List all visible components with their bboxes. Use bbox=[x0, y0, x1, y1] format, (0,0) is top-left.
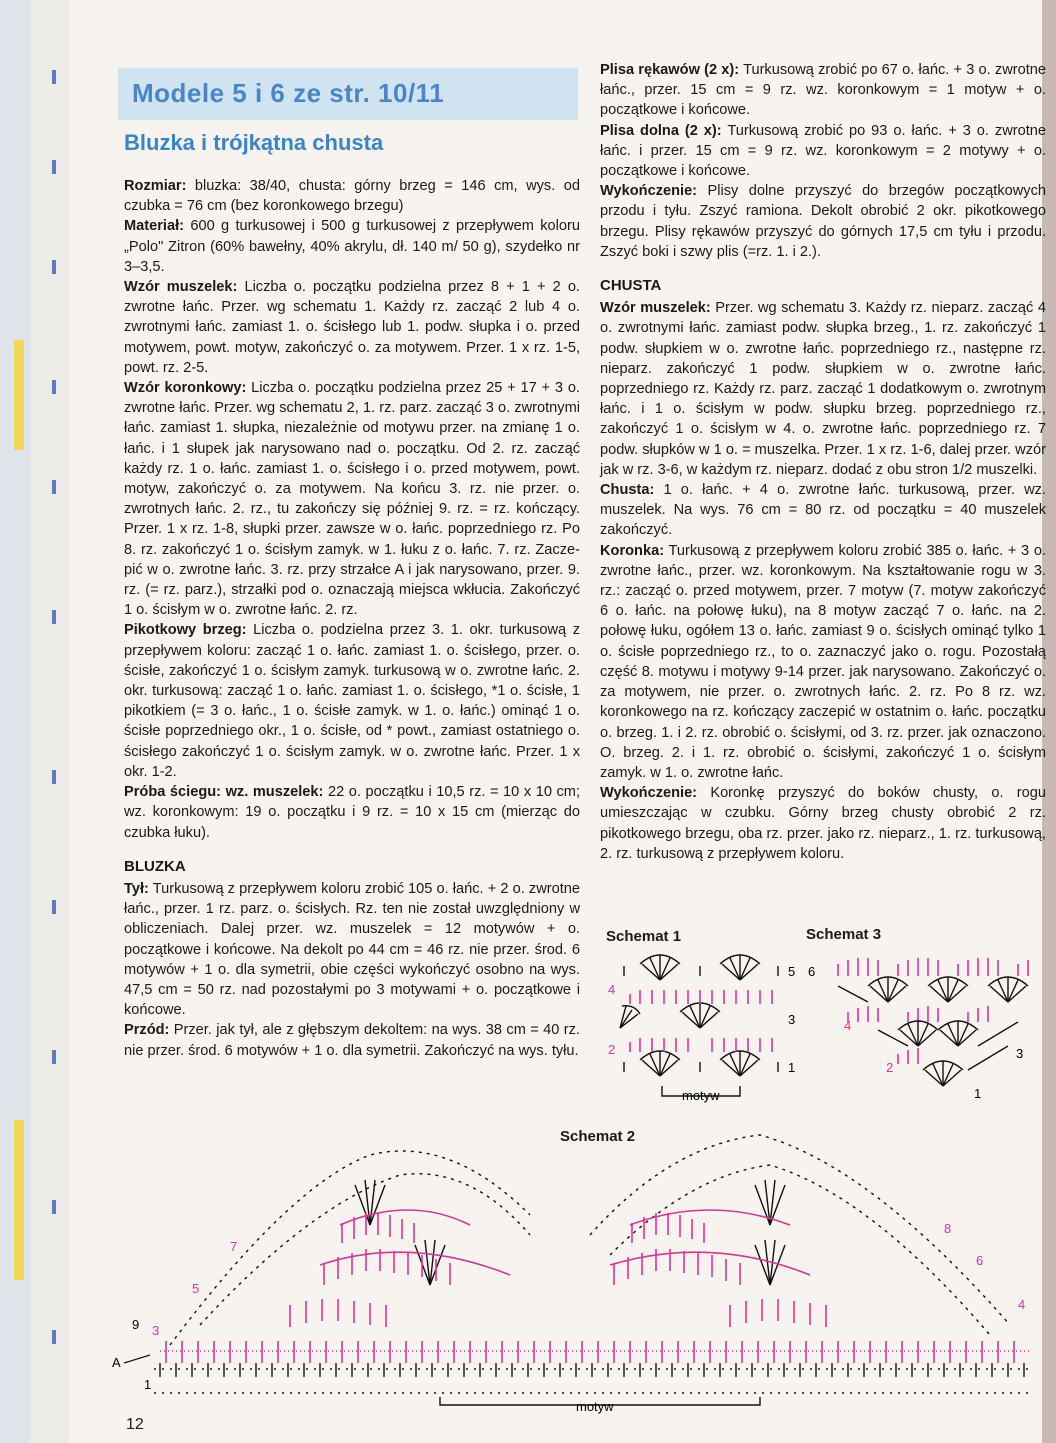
paragraph bbox=[600, 541, 1046, 783]
banner-title: Modele 5 i 6 ze str. 10/11 bbox=[132, 78, 445, 108]
paragraph-label: Przód: bbox=[124, 1022, 170, 1039]
binding-mark bbox=[52, 480, 56, 494]
section-heading-chusta: CHUSTA bbox=[600, 277, 662, 295]
paragraph bbox=[600, 60, 1046, 121]
page-title: Bluzka i trójkątna chusta bbox=[124, 130, 384, 155]
schemat1-row-label: 4 bbox=[608, 982, 616, 997]
schemat1-row-label: 1 bbox=[788, 1060, 796, 1075]
paragraph-label: Wykończenie: bbox=[600, 183, 698, 200]
binding-stripe bbox=[14, 340, 24, 450]
paragraph-text: Przer. jak tył, ale z głębszym dekoltem: na wys. 38 cm = 40 rz. nie przer. środ. 6 motywów + 1 o. dla symetrii. Zakończyć na wys. tyłu. bbox=[124, 1022, 580, 1059]
page-number: 12 bbox=[126, 1416, 144, 1433]
binding-mark bbox=[52, 610, 56, 624]
paragraph-text: Plisy dolne przyszyć do brzegów początkowych przodu i tyłu. Zszyć ramiona. Dekolt obrobić 2 okr. pikotkowego brzegu. Plisy rękawów przyszyć do górnych 17,5 cm tyłu i przodu. Zszyć boki i szwy plis (=rz. 1. i 2.). bbox=[600, 183, 1046, 260]
schemat3-row-label: 3 bbox=[1016, 1046, 1024, 1061]
paragraph-text: Liczba o. podzielna przez 3. 1. okr. turkusową z przepływem koloru: zacząć 1 o. łańc. zamiast 1. o. ścisłego, przer. o. ścisłe, zakończyć 1 o. ścisłym zamyk. turkusową w o. zwrotne łańc. 2. okr. turkusową: zacząć 1 o. łańc. zamiast 1. o. ścisłego, *1 o. ścisłe, 1 pikotkiem (= 3 o. łańc., 1 o. ścisłe zamyk. w 1. o. łańc.) ominąć 1 o. ścisłe poprzedniego okr., 1 o. ścisłe, od * powt., zamiast ostatniego o. ścisłego zakończyć 1 o. ścisłym zamyk. w o. zwrotne łańc. Przer. 1 x okr. 1-2. bbox=[124, 622, 581, 780]
schemat1-diagram bbox=[600, 950, 800, 1110]
paragraph-text: Turkusową z przepływem koloru zrobić 105 o. łańc. + 2 o. zwrotne łańc., przer. 1 rz. parz. o. ścisłych. Rz. ten nie został uwzględniony w obliczeniach. Dalej przer. wz. muszelek = 12 motywów + o. początkowe i końcowe. Na dekolt po 44 cm = 46 rz. nie przer. środ. 6 motywów + 1 o. dla symetrii, obie części wykończyć osobno na wys. 47,5 cm = 50 rz. nad pozostałymi po 3 motywami + o. początkowe i końcowe. bbox=[124, 880, 580, 1019]
fan-motif bbox=[898, 1021, 938, 1046]
paragraph-text: Liczba o. początku podzielna przez 8 + 1 + 2 o. zwrotne łańc. Przer. wg schematu 1. Każdy rz. zacząć 2 lub 4 o. zwrotnymi łańc. zamiast 1. o. ścisłego lub 1. podw. słupka i o. przed motywem, powt. motyw, zakończyć o. za motywem. Przer. 1 x rz. 1-5, powt. rz. 2-5. bbox=[124, 279, 580, 376]
binding-mark bbox=[52, 160, 56, 174]
schemat1-row-label: 5 bbox=[788, 964, 796, 979]
schemat3-row-label: 2 bbox=[886, 1060, 894, 1075]
fan-motif bbox=[923, 1061, 963, 1086]
binding-mark bbox=[52, 70, 56, 84]
paragraph-text: 600 g turkusowej i 500 g turkusowej z przepływem koloru „Polo" Zitron (60% bawełny, 40% akrylu, dł. 140 m/ 50 g), szydełko nr 3–3,5. bbox=[124, 218, 580, 275]
fan-motif bbox=[680, 1003, 720, 1028]
binding-mark bbox=[52, 770, 56, 784]
paragraph-label: Tył: bbox=[124, 880, 149, 897]
schemat1-row-label: 2 bbox=[608, 1042, 616, 1057]
right-column bbox=[600, 60, 1046, 864]
binding-stripe bbox=[14, 1120, 24, 1280]
schemat2-row-label: 1 bbox=[144, 1377, 152, 1392]
paragraph bbox=[124, 378, 580, 620]
paragraph bbox=[124, 176, 580, 216]
binding-mark bbox=[52, 1050, 56, 1064]
schemat2-row-label: 8 bbox=[944, 1221, 952, 1236]
fan-motif bbox=[938, 1021, 978, 1046]
paragraph bbox=[124, 879, 580, 1020]
fan-motif bbox=[720, 1051, 760, 1076]
paragraph-text: Turkusową zrobić po 93 o. łańc. + 3 o. zwrotne łańc. i przer. 15 cm = 9 rz. wz. koronkowym = 2 motywy + o. początkowe i końcowe. bbox=[600, 122, 1047, 180]
fan-motif bbox=[720, 955, 760, 980]
binding-mark bbox=[52, 1200, 56, 1214]
schemat2-row-label: 4 bbox=[1018, 1297, 1026, 1312]
paragraph bbox=[124, 620, 580, 782]
schemat3-row-label: 4 bbox=[844, 1018, 852, 1033]
paragraph-label: Koronka: bbox=[600, 542, 665, 559]
section-heading-bluzka: BLUZKA bbox=[124, 857, 186, 875]
paragraph-text: bluzka: 38/40, chusta: górny brzeg = 146 cm, wys. od czubka = 76 cm (bez koronkowego brzegu) bbox=[124, 178, 580, 215]
binding-mark bbox=[52, 260, 56, 274]
fan-motif bbox=[640, 1051, 680, 1076]
paragraph-text: Turkusową z przepływem koloru zrobić 385 o. łańc. + 3 o. zwrotne łańc., przer. wz. koronkowym. Na kształtowanie rogu w 3. rz.: zacząć o. przed motywem, przer. 7 motyw (7. motyw zakończyć 6 o. łańc. na połowę łuku), na 8 motyw zacząć 7 o. łańc. na 2. połowę łuku, ogółem 13 o. łańc. zamiast 9 o. ścisłych ominąć tylko 1 o. ścisłe poprzedniego rz., to o. zaznaczyć jako o. rogu. Pozostałą część 8. motywu i motywy 9-14 przer. jak narysowano. Zakończyć o. za motywem, nie przer. o. zwrotnych łańc. 2. rz. Po 8 rz. wz. koronkowego na rz. kończący zaczepić w ostatnim o. łańc. początku o. brzeg. 1. i 2. rz. obrobić o. ścisłymi, od 3. rz. przer. jak oznaczono. O. brzeg. 2. i 1. rz. obrobić o. ścisłymi, zakończyć 1 o. ścisłym zamyk. w 1. o. zwrotne łańc. bbox=[600, 542, 1046, 781]
paragraph-text: Turkusową zrobić po 67 o. łańc. + 3 o. zwrotne łańc., przer. 15 cm = 9 rz. wz. koronkowym = 1 motyw + o. początkowe i końcowe. bbox=[600, 62, 1046, 119]
paragraph-label: Materiał: bbox=[124, 218, 185, 235]
paragraph-text: 22 o. początku i 10,5 rz. = 10 x 10 cm; wz. koronkowym: 19 o. początku i 9 rz. = 10 x 15 cm (mierząc do czubka łuku). bbox=[124, 784, 580, 841]
schemat2-row-label: 9 bbox=[132, 1317, 140, 1332]
schemat2-row-label: 7 bbox=[230, 1239, 238, 1254]
paragraph-label: Pikotkowy brzeg: bbox=[124, 622, 247, 639]
fan-motif bbox=[620, 1006, 640, 1028]
paragraph-label: Wzór muszelek: bbox=[600, 300, 711, 317]
paragraph bbox=[600, 121, 1046, 182]
paragraph-label: Plisa rękawów (2 x): bbox=[600, 62, 740, 78]
schemat1-row-label: 3 bbox=[788, 1012, 796, 1027]
paragraph-text: 1 o. łańc. + 4 o. zwrotne łańc. turkusową, przer. wz. muszelek. Na wys. 76 cm = 80 rz. od początku = 40 muszelek zakończyć. bbox=[600, 482, 1046, 539]
schemat3-row-label: 1 bbox=[974, 1086, 982, 1101]
left-column bbox=[124, 176, 580, 1061]
binding-mark bbox=[52, 1330, 56, 1344]
fan-motif bbox=[928, 977, 968, 1002]
fan-motif bbox=[988, 977, 1028, 1002]
schemat3-title: Schemat 3 bbox=[806, 926, 882, 943]
banner bbox=[118, 68, 578, 120]
paragraph-text: Przer. wg schematu 3. Każdy rz. nieparz. zacząć 4 o. zwrotnymi łańc. zamiast podw. słupka brzeg., 1. rz. zakończyć 1 podw. słupkiem w o. zwrotne łańc. poprzedniego rz., następne rz. nieparz. zakończyć 1 podw. słupkiem w o. zwrotne łańc. poprzedniego rz. Każdy rz. parz. zacząć 1 dodatkowym o. zwrotnym łańc. i 1 o. ścisłym w podw. słupku brzeg. poprzedniego rz., zakończyć 1 o. ścisłym w 4. o. zwrotne łańc. poprzedniego rz. 7 podw. słupków w 1 o. = muszelka. Przer. 1 x rz. 1-6, dalej przer. wzór jak w rz. 3-6, w każdym rz. nieparz. dodać z obu stron 1/2 muszelki. bbox=[600, 300, 1046, 478]
paragraph-text: Koronkę przyszyć do boków chusty, o. rogu umieszczając w czubku. Górny brzeg chusty obrobić 2 rz. pikotkowego brzegu, oba rz. przer. jako rz. nieparz., 1. rz. turkusową, 2. rz. turkusową z przepływem koloru. bbox=[600, 785, 1046, 862]
schemat2-title: Schemat 2 bbox=[560, 1128, 636, 1145]
paragraph bbox=[124, 216, 580, 277]
paragraph-label: Wzór koronkowy: bbox=[124, 380, 247, 397]
paragraph-label: Plisa dolna (2 x): bbox=[600, 122, 722, 139]
paragraph bbox=[124, 277, 580, 378]
paragraph-text: Liczba o. początku podzielna przez 25 + 17 + 3 o. zwrotne łańc. Przer. wg schematu 2, 1. rz. parz. zacząć 3 o. zwrotnymi łańc. zamiast 1. słupka, niezależnie od motywu przer. na zmianę 1 o. łańc. i 1 słupek jak narysowano nad o. początku. Od 2. rz. zacząć każdy rz. 1 o. łańc. zamiast 1. o. ścisłego i o. przed motywem, powt. motyw, zakończyć o. za motywem. Na końcu 3. rz. nie przer. o. zwrotnych łańc. 2. rz., tu zakończy się później 9. rz. = rz. kończący. Przer. 1 x rz. 1-8, słupki przer. zawsze w o. łańc. poprzedniego rz. Po 8. rz. zakończyć 1 o. ścisłym zamyk. w 1. łuku z o. łańc. 7. rz. Zaczepić w o. zwrotne łańc. 3. rz. przy strzałce A i jak narysowano, przer. 9. rz. (= rz. parz.), strzałki pod o. oznaczają miejsca wkłucia. Zakończyć 1 o. ścisłym w o. zwrotne łańc. 2. rz. bbox=[124, 380, 580, 619]
paragraph bbox=[124, 1020, 580, 1060]
schemat1-title: Schemat 1 bbox=[606, 928, 682, 945]
paragraph bbox=[124, 782, 580, 843]
schemat2-row-label: 6 bbox=[976, 1253, 984, 1268]
fan-motif bbox=[868, 977, 908, 1002]
schemat3-row-label: 6 bbox=[808, 964, 816, 979]
paragraph-label: Próba ściegu: wz. muszelek: bbox=[124, 784, 324, 801]
paragraph bbox=[600, 298, 1046, 480]
schemat2-row-label: 3 bbox=[152, 1323, 160, 1338]
paragraph-label: Wykończenie: bbox=[600, 785, 698, 802]
paragraph-label: Rozmiar: bbox=[124, 178, 187, 194]
fan-motif bbox=[640, 955, 680, 980]
schemat1-motyw-label: motyw bbox=[682, 1088, 720, 1103]
paragraph bbox=[600, 783, 1046, 864]
schemat2-diagram bbox=[110, 1125, 1050, 1425]
schemat2-motyw-label: motyw bbox=[576, 1399, 614, 1414]
paragraph bbox=[600, 181, 1046, 262]
schemat2-row-label: 5 bbox=[192, 1281, 200, 1296]
paragraph-label: Chusta: bbox=[600, 482, 655, 499]
schemat3-diagram bbox=[808, 950, 1044, 1100]
schemat2-arrow-label: A bbox=[112, 1355, 121, 1370]
binding-mark bbox=[52, 900, 56, 914]
page-binding bbox=[0, 0, 70, 1443]
paragraph-label: Wzór muszelek: bbox=[124, 279, 238, 296]
fan-motif bbox=[415, 1240, 445, 1285]
binding-mark bbox=[52, 380, 56, 394]
paragraph bbox=[600, 480, 1046, 541]
